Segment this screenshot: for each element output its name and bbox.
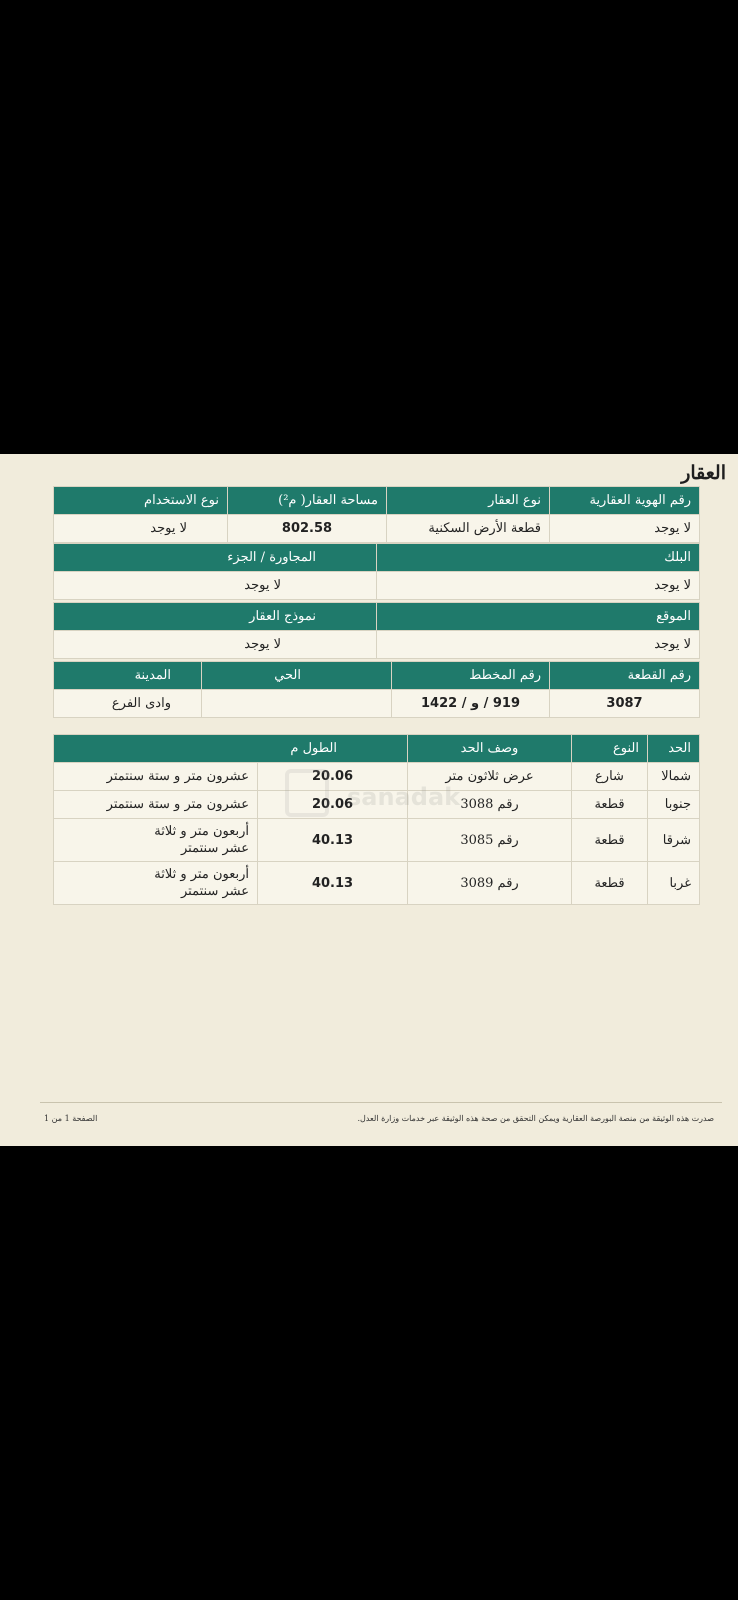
footer-divider (40, 1102, 722, 1103)
neighborhood-part-header: المجاورة / الجزء (54, 544, 377, 572)
property-type-value: قطعة الأرض السكنية (387, 515, 550, 543)
boundary-length-text: عشرون متر و ستة سنتمتر (54, 763, 258, 791)
boundary-length-text: أربعون متر و ثلاثة عشر سنتمتر (54, 862, 258, 905)
page-title: العقار (681, 462, 726, 484)
boundary-description: عرض ثلاثون متر (408, 763, 572, 791)
city-header: المدينة (54, 662, 202, 690)
boundary-side: شمالا (648, 763, 700, 791)
boundary-length-number: 40.13 (258, 819, 408, 862)
property-model-value: لا يوجد (54, 631, 377, 659)
property-model-header: نموذج العقار (54, 603, 377, 631)
table-row (54, 763, 700, 791)
plan-number-header: رقم المخطط (392, 662, 550, 690)
block-table (53, 543, 700, 600)
boundary-description: رقم 3085 (408, 819, 572, 862)
location-table (53, 602, 700, 659)
location-header: الموقع (377, 603, 700, 631)
neighborhood-part-value: لا يوجد (54, 572, 377, 600)
city-value: وادى الفرع (54, 690, 202, 718)
plot-number-header: رقم القطعة (550, 662, 700, 690)
boundaries-table (53, 734, 700, 905)
boundary-side: شرقا (648, 819, 700, 862)
boundary-description: رقم 3088 (408, 791, 572, 819)
property-id-header: رقم الهوية العقارية (550, 487, 700, 515)
plot-number-value: 3087 (550, 690, 700, 718)
document-page (0, 454, 738, 1146)
boundary-description: رقم 3089 (408, 862, 572, 905)
boundary-side-header: الحد (648, 735, 700, 763)
block-value: لا يوجد (377, 572, 700, 600)
boundary-type: قطعة (572, 791, 648, 819)
boundary-length-text: أربعون متر و ثلاثة عشر سنتمتر (54, 819, 258, 862)
table-row (54, 862, 700, 905)
footer-note: صدرت هذه الوثيقة من منصة البورصة العقارية ويمكن التحقق من صحة هذه الوثيقة عبر خدمات وزارة العدل. (357, 1114, 714, 1123)
district-header: الحي (202, 662, 392, 690)
property-type-header: نوع العقار (387, 487, 550, 515)
district-value (202, 690, 392, 718)
plan-number-value: 919 / و / 1422 (392, 690, 550, 718)
usage-type-header: نوع الاستخدام (54, 487, 228, 515)
usage-type-value: لا يوجد (54, 515, 228, 543)
property-id-value: لا يوجد (550, 515, 700, 543)
table-row (54, 819, 700, 862)
boundary-type: قطعة (572, 862, 648, 905)
boundary-length-number: 40.13 (258, 862, 408, 905)
boundary-length-header: الطول م (54, 735, 408, 763)
property-table (53, 486, 700, 543)
boundary-length-text: عشرون متر و ستة سنتمتر (54, 791, 258, 819)
property-area-value: 802.58 (228, 515, 387, 543)
property-area-header: مساحة العقار( م²) (228, 487, 387, 515)
page-number: الصفحة 1 من 1 (44, 1114, 98, 1123)
boundary-length-number: 20.06 (258, 791, 408, 819)
table-row (54, 791, 700, 819)
boundary-type: شارع (572, 763, 648, 791)
boundary-description-header: وصف الحد (408, 735, 572, 763)
boundary-side: غربا (648, 862, 700, 905)
plot-table (53, 661, 700, 718)
block-header: البلك (377, 544, 700, 572)
boundary-type: قطعة (572, 819, 648, 862)
location-value: لا يوجد (377, 631, 700, 659)
boundary-type-header: النوع (572, 735, 648, 763)
boundary-side: جنوبا (648, 791, 700, 819)
boundary-length-number: 20.06 (258, 763, 408, 791)
